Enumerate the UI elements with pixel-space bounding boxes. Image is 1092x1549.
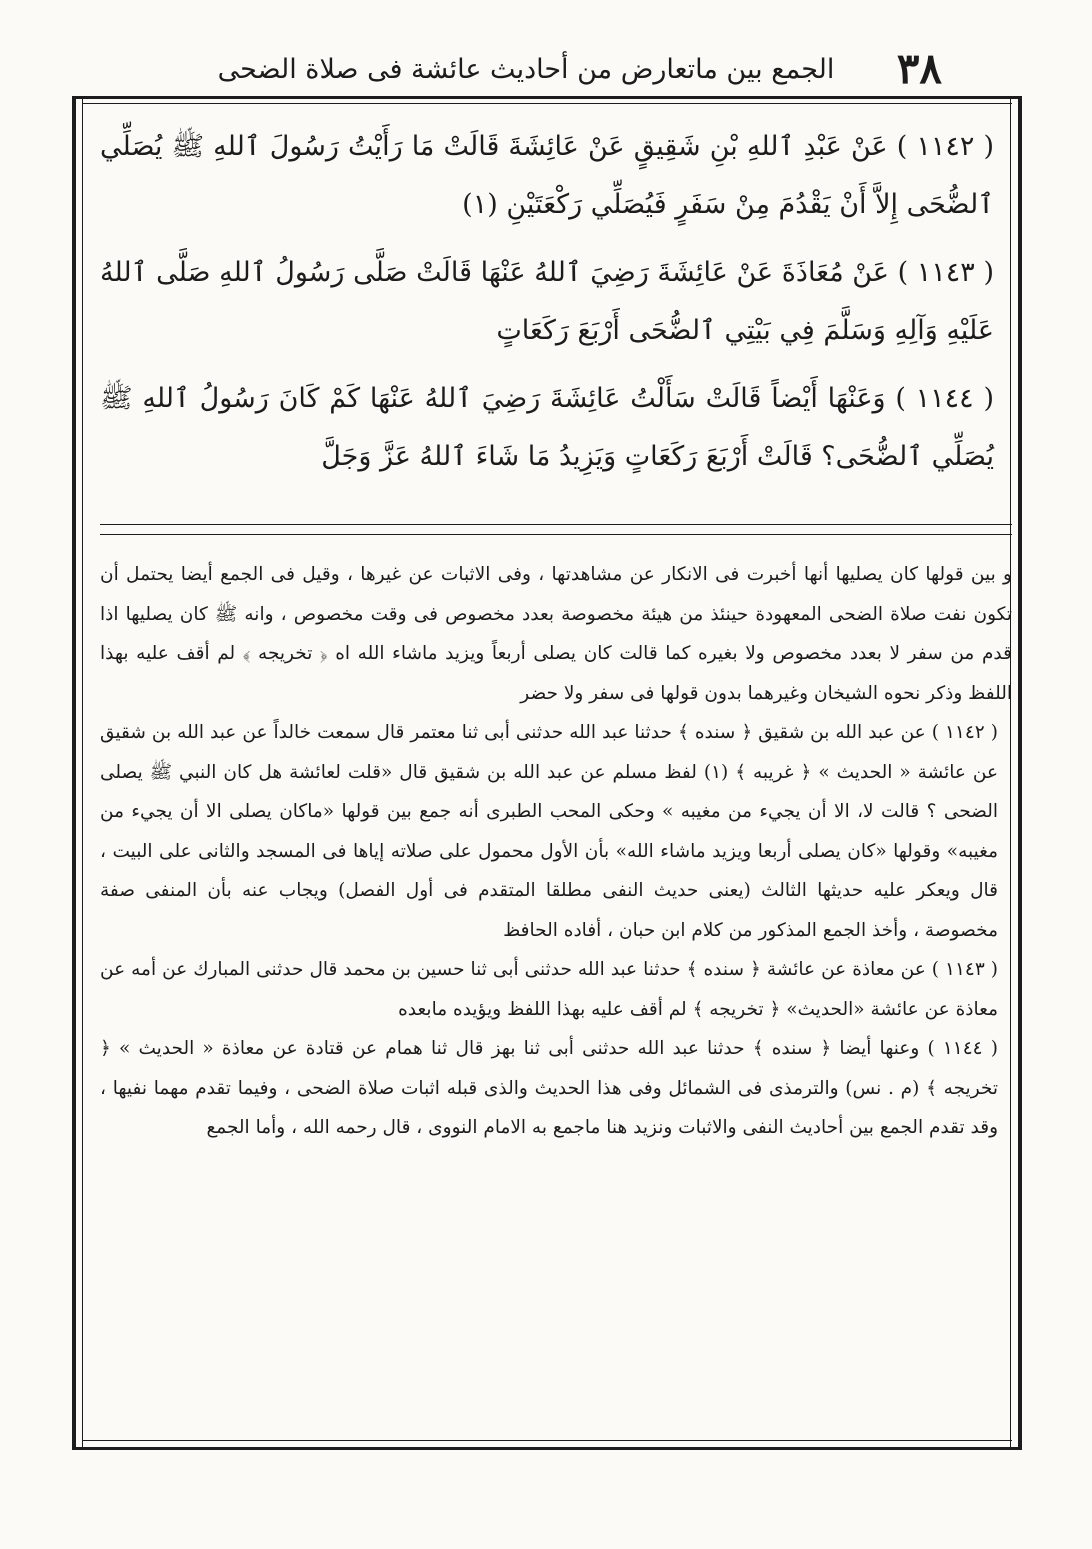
page-number: ٣٨ [896,44,942,93]
commentary-1142: ( ١١٤٢ ) عن عبد الله بن شقيق ﴿ سنده ﴾ حدثنا عبد الله حدثنى أبى ثنا معتمر قال سمعت خالداً عن عبد الله بن شقيق عن عائشة « الحديث » ﴿ غريبه ﴾ (١) لفظ مسلم عن عبد الله بن شقيق قال «قلت لعائشة هل كان النبي ﷺ يصلى الضحى ؟ قالت لا، الا أن يجيء من مغيبه » وحكى المحب الطبرى أنه جمع بين قولها «ماكان يصلى الا أن يجيء من مغيبه» وقولها «كان يصلى أربعا ويزيد ماشاء الله» بأن الأول محمول على صلاته إياها فى المسجد والثانى على البيت ، قال ويعكر عليه حديثها الثالث (يعنى حديث النفى مطلقا المتقدم فى أول الفصل) ويجاب عنه بأن المنفى صفة مخصوصة ، وأخذ الجمع المذكور من كلام ابن حبان ، أفاده الحافظ [100,722,998,941]
frame-left-inner-border [82,96,83,1450]
frame-bottom-border [72,1447,1022,1450]
section-divider-inner [100,534,1012,535]
hadith-1143: ( ١١٤٣ ) عَنْ مُعَاذَةَ عَنْ عَائِشَةَ رَضِيَ ٱللهُ عَنْهَا قَالَتْ صَلَّى رَسُولُ ٱللهِ صَلَّى ٱللهُ عَلَيْهِ وَآلِهِ وَسَلَّمَ فِي بَيْتِي ٱلضُّحَى أَرْبَعَ رَكَعَاتٍ [100,257,994,346]
hadith-1142: ( ١١٤٢ ) عَنْ عَبْدِ ٱللهِ بْنِ شَقِيقٍ عَنْ عَائِشَةَ قَالَتْ مَا رَأَيْتُ رَسُولَ ٱللهِ ﷺ يُصَلِّي ٱلضُّحَى إِلاَّ أَنْ يَقْدُمَ مِنْ سَفَرٍ فَيُصَلِّي رَكْعَتَيْنِ (١) [100,131,994,220]
frame-bottom-inner-border [82,1440,1012,1441]
frame-left-border [72,96,76,1450]
commentary-1143: ( ١١٤٣ ) عن معاذة عن عائشة ﴿ سنده ﴾ حدثنا عبد الله حدثنى أبى ثنا حسين بن محمد قال حدثنى المبارك عن أمه عن معاذة عن عائشة «الحديث» ﴿ تخريجه ﴾ لم أقف عليه بهذا اللفظ ويؤيده مابعده [100,959,998,1020]
frame-right-border [1018,96,1022,1450]
page-header [210,44,942,93]
commentary-section [100,555,1012,1148]
commentary-continuation: و بين قولها كان يصليها أنها أخبرت فى الانكار عن مشاهدتها ، وفى الاثبات عن غيرها ، وقيل فى الجمع أيضا يحتمل أن تكون نفت صلاة الضحى المعهودة حينئذ من هيئة مخصوصة بعدد مخصوص فى وقت مخصوص ، وانه ﷺ كان يصليها اذا قدم من سفر لا بعدد مخصوص ولا بغيره كما قالت كان يصلى أربعاً ويزيد ماشاء الله اه ﴿ تخريجه ﴾ لم أقف عليه بهذا اللفظ وذكر نحوه الشيخان وغيرهما بدون قولها فى سفر ولا حضر [100,564,1012,704]
hadith-1144: ( ١١٤٤ ) وَعَنْهَا أَيْضاً قَالَتْ سَأَلْتُ عَائِشَةَ رَضِيَ ٱللهُ عَنْهَا كَمْ كَانَ رَسُولُ ٱللهِ ﷺ يُصَلِّي ٱلضُّحَى؟ قَالَتْ أَرْبَعَ رَكَعَاتٍ وَيَزِيدُ مَا شَاءَ ٱللهُ عَزَّ وَجَلَّ [100,383,994,472]
commentary-1144: ( ١١٤٤ ) وعنها أيضا ﴿ سنده ﴾ حدثنا عبد الله حدثنى أبى ثنا بهز قال ثنا همام عن قتادة عن معاذة « الحديث » ﴿ تخريجه ﴾ (م . نس) والترمذى فى الشمائل وفى هذا الحديث والذى قبله اثبات صلاة الضحى ، وفيما تقدم مهما نفيها ، وقد تقدم الجمع بين أحاديث النفى والاثبات ونزيد هنا ماجمع به الامام النووى ، قال رحمه الله ، وأما الجمع [100,1038,998,1138]
running-head: الجمع بين ماتعارض من أحاديث عائشة فى صلاة الضحى [217,54,835,85]
frame-top-border [72,96,1022,99]
frame-top-inner-border [82,103,1012,104]
hadith-section [100,118,1012,496]
section-divider [100,524,1012,525]
